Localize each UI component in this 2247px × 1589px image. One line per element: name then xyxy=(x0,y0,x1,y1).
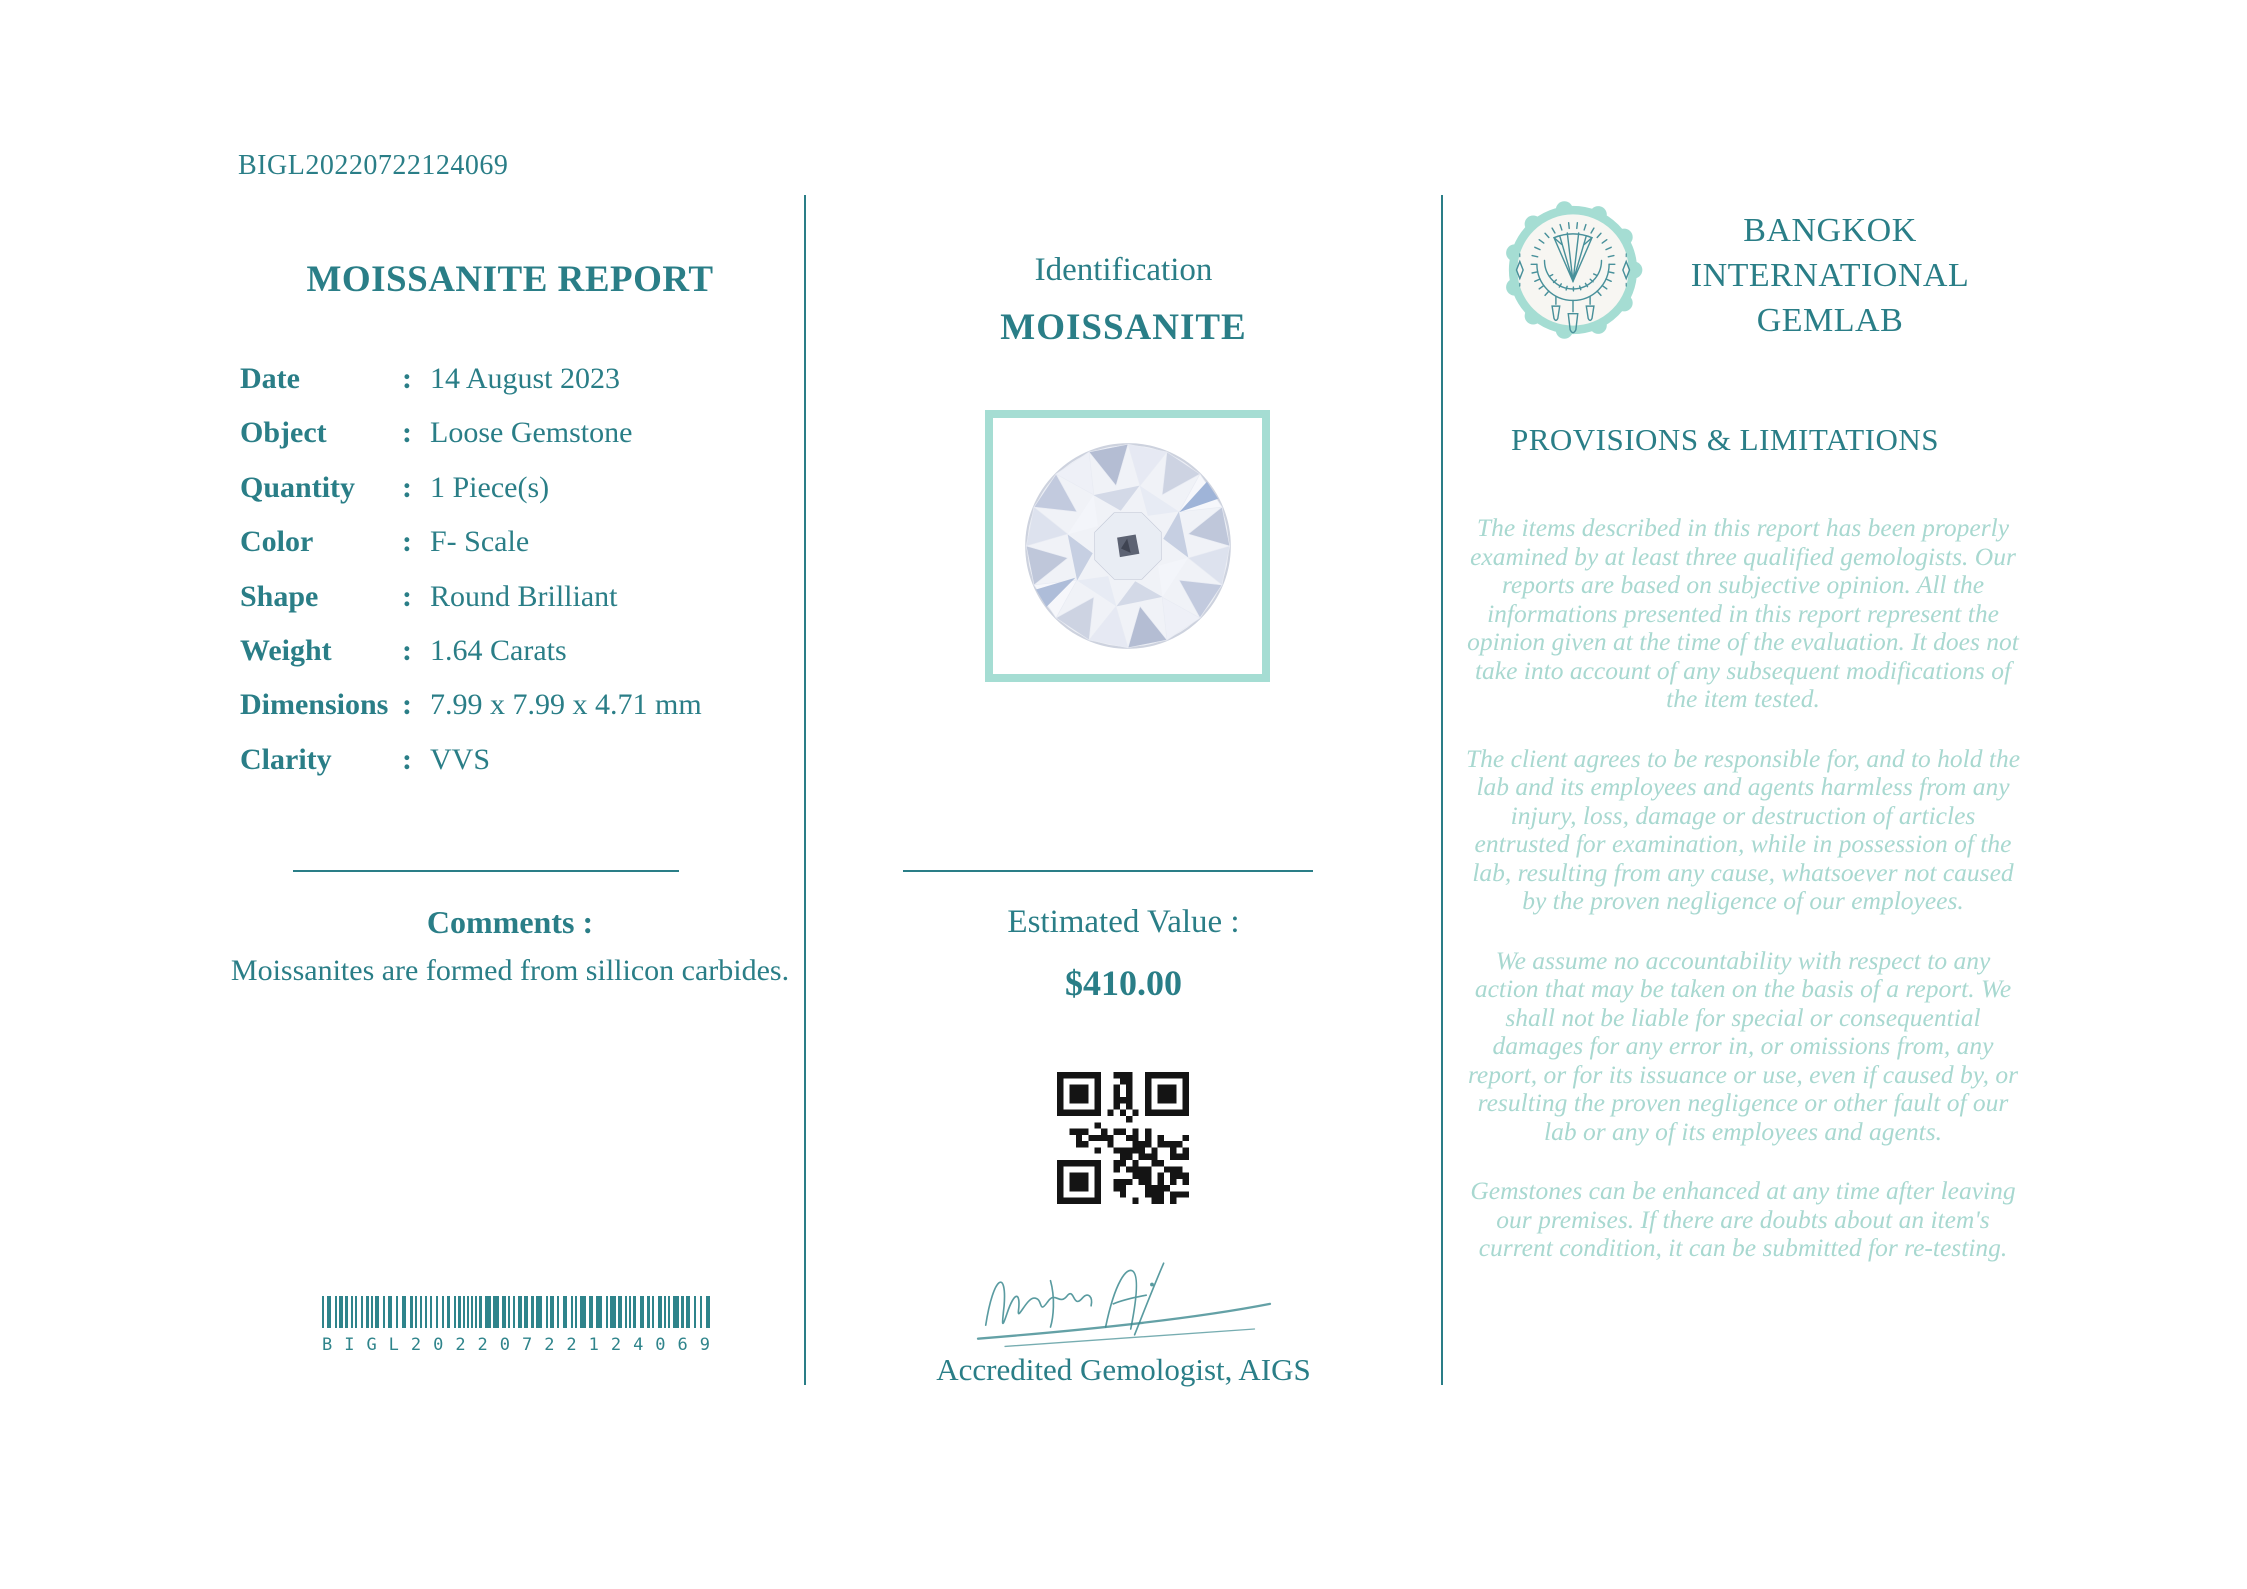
field-colon: : xyxy=(402,470,412,504)
lab-name-line: INTERNATIONAL xyxy=(1690,257,1970,294)
provisions-paragraph: The items described in this report has been properly examined by at least three qualified gemologists. Our reports are based on subjective opinion. All the informations presented in this report represent the opinion given at the time of the evaluation. It does not take into account of any subsequent modifications of the item tested. xyxy=(1467,513,2019,713)
gem-photo xyxy=(1022,440,1234,652)
barcode-char: B xyxy=(322,1335,333,1355)
field-row-dimensions xyxy=(240,688,800,742)
barcode-char: 2 xyxy=(455,1335,466,1355)
field-value: F- Scale xyxy=(430,525,530,559)
field-value: VVS xyxy=(430,742,491,776)
field-colon: : xyxy=(402,633,412,667)
barcode-char: 2 xyxy=(477,1335,488,1355)
provisions-paragraph: The client agrees to be responsible for, and to hold the lab and its employees and agents harmless from any injury, loss, damage or destruction of articles entrusted for examination, while in possession of the lab, resulting from any cause, whatsoever not caused by the proven negligence of our employees. xyxy=(1465,743,2021,915)
barcode-char: 7 xyxy=(521,1335,533,1355)
barcode-char: 2 xyxy=(566,1335,577,1355)
provisions-heading: PROVISIONS & LIMITATIONS xyxy=(1510,422,1940,457)
field-colon: : xyxy=(402,525,412,559)
gem-photo-frame xyxy=(985,410,1270,682)
lab-name-line: BANGKOK xyxy=(1743,212,1917,249)
field-row-shape xyxy=(240,580,800,634)
field-value: Round Brilliant xyxy=(430,579,618,613)
barcode-char: 0 xyxy=(499,1335,510,1355)
barcode-char: 6 xyxy=(677,1335,688,1355)
barcode-text xyxy=(322,1335,710,1355)
barcode-char: 1 xyxy=(588,1335,599,1355)
field-value: 1.64 Carats xyxy=(430,633,567,667)
qr-code-icon xyxy=(1057,1072,1189,1204)
lab-name-line: GEMLAB xyxy=(1756,302,1904,339)
field-label: Clarity xyxy=(240,742,332,776)
field-value: 7.99 x 7.99 x 4.71 mm xyxy=(430,688,702,722)
comments-divider xyxy=(293,870,679,872)
field-label: Object xyxy=(240,416,327,450)
field-row-date xyxy=(240,362,800,416)
signatory-title: Accredited Gemologist, AIGS xyxy=(936,1352,1311,1387)
estimated-value: $410.00 xyxy=(1065,963,1182,1003)
field-row-quantity xyxy=(240,471,800,525)
barcode-char: I xyxy=(344,1335,355,1355)
field-label: Shape xyxy=(240,579,319,613)
gem-attributes-table xyxy=(240,362,800,797)
lab-name xyxy=(1640,208,2020,343)
barcode-char: 2 xyxy=(544,1335,555,1355)
barcode-char: 4 xyxy=(633,1335,644,1355)
comments-heading: Comments : xyxy=(426,904,594,940)
field-row-color xyxy=(240,525,800,579)
gemologist-signature xyxy=(953,1242,1293,1358)
column-divider-left xyxy=(804,195,806,1385)
barcode-char: G xyxy=(366,1335,377,1355)
provisions-paragraphs xyxy=(1463,514,2023,1294)
field-label: Color xyxy=(240,525,314,559)
field-colon: : xyxy=(402,416,412,450)
field-colon: : xyxy=(402,362,412,395)
field-row-object xyxy=(240,416,800,470)
qr-code-image xyxy=(1057,1072,1189,1204)
barcode xyxy=(322,1296,710,1355)
field-label: Weight xyxy=(240,633,332,667)
barcode-char: 0 xyxy=(655,1335,666,1355)
comments-text: Moissanites are formed from sillicon carbides. xyxy=(230,954,790,987)
field-value: Loose Gemstone xyxy=(430,416,633,450)
field-label: Dimensions xyxy=(240,688,389,722)
identification-value: MOISSANITE xyxy=(1000,307,1247,348)
field-label: Quantity xyxy=(240,470,356,504)
lab-logo-badge-icon xyxy=(1497,194,1649,346)
barcode-char: 2 xyxy=(610,1335,622,1355)
barcode-char: 9 xyxy=(699,1335,710,1355)
field-value: 14 August 2023 xyxy=(430,362,621,395)
field-value: 1 Piece(s) xyxy=(430,470,550,504)
field-colon: : xyxy=(402,579,412,613)
provisions-paragraph: Gemstones can be enhanced at any time after leaving our premises. If there are doubts about an item's current condition, it can be submitted for re-testing. xyxy=(1470,1176,2016,1262)
report-number: BIGL20220722124069 xyxy=(238,150,509,181)
column-divider-right xyxy=(1441,195,1443,1385)
identification-label: Identification xyxy=(1034,252,1213,288)
estimated-value-label: Estimated Value : xyxy=(1007,904,1240,940)
field-row-clarity xyxy=(240,743,800,797)
provisions-paragraph: We assume no accountability with respect to any action that may be taken on the basis of a report. We shall not be liable for special or consequential damages for any error in, or omissions from, any report, or for its issuance or use, even if caused by, or resulting the proven negligence or other fault of our lab or any of its employees and agents. xyxy=(1467,945,2019,1146)
barcode-bars-icon xyxy=(322,1296,710,1328)
signature-icon xyxy=(953,1242,1293,1358)
barcode-char: L xyxy=(388,1335,399,1355)
barcode-char: 0 xyxy=(433,1335,444,1355)
report-title: MOISSANITE REPORT xyxy=(306,259,714,300)
field-colon: : xyxy=(402,742,412,776)
field-label: Date xyxy=(240,362,300,395)
field-colon: : xyxy=(402,688,412,722)
estimated-value-divider xyxy=(903,870,1313,872)
field-row-weight xyxy=(240,634,800,688)
barcode-char: 2 xyxy=(410,1335,422,1355)
lab-badge-image xyxy=(1497,194,1649,346)
